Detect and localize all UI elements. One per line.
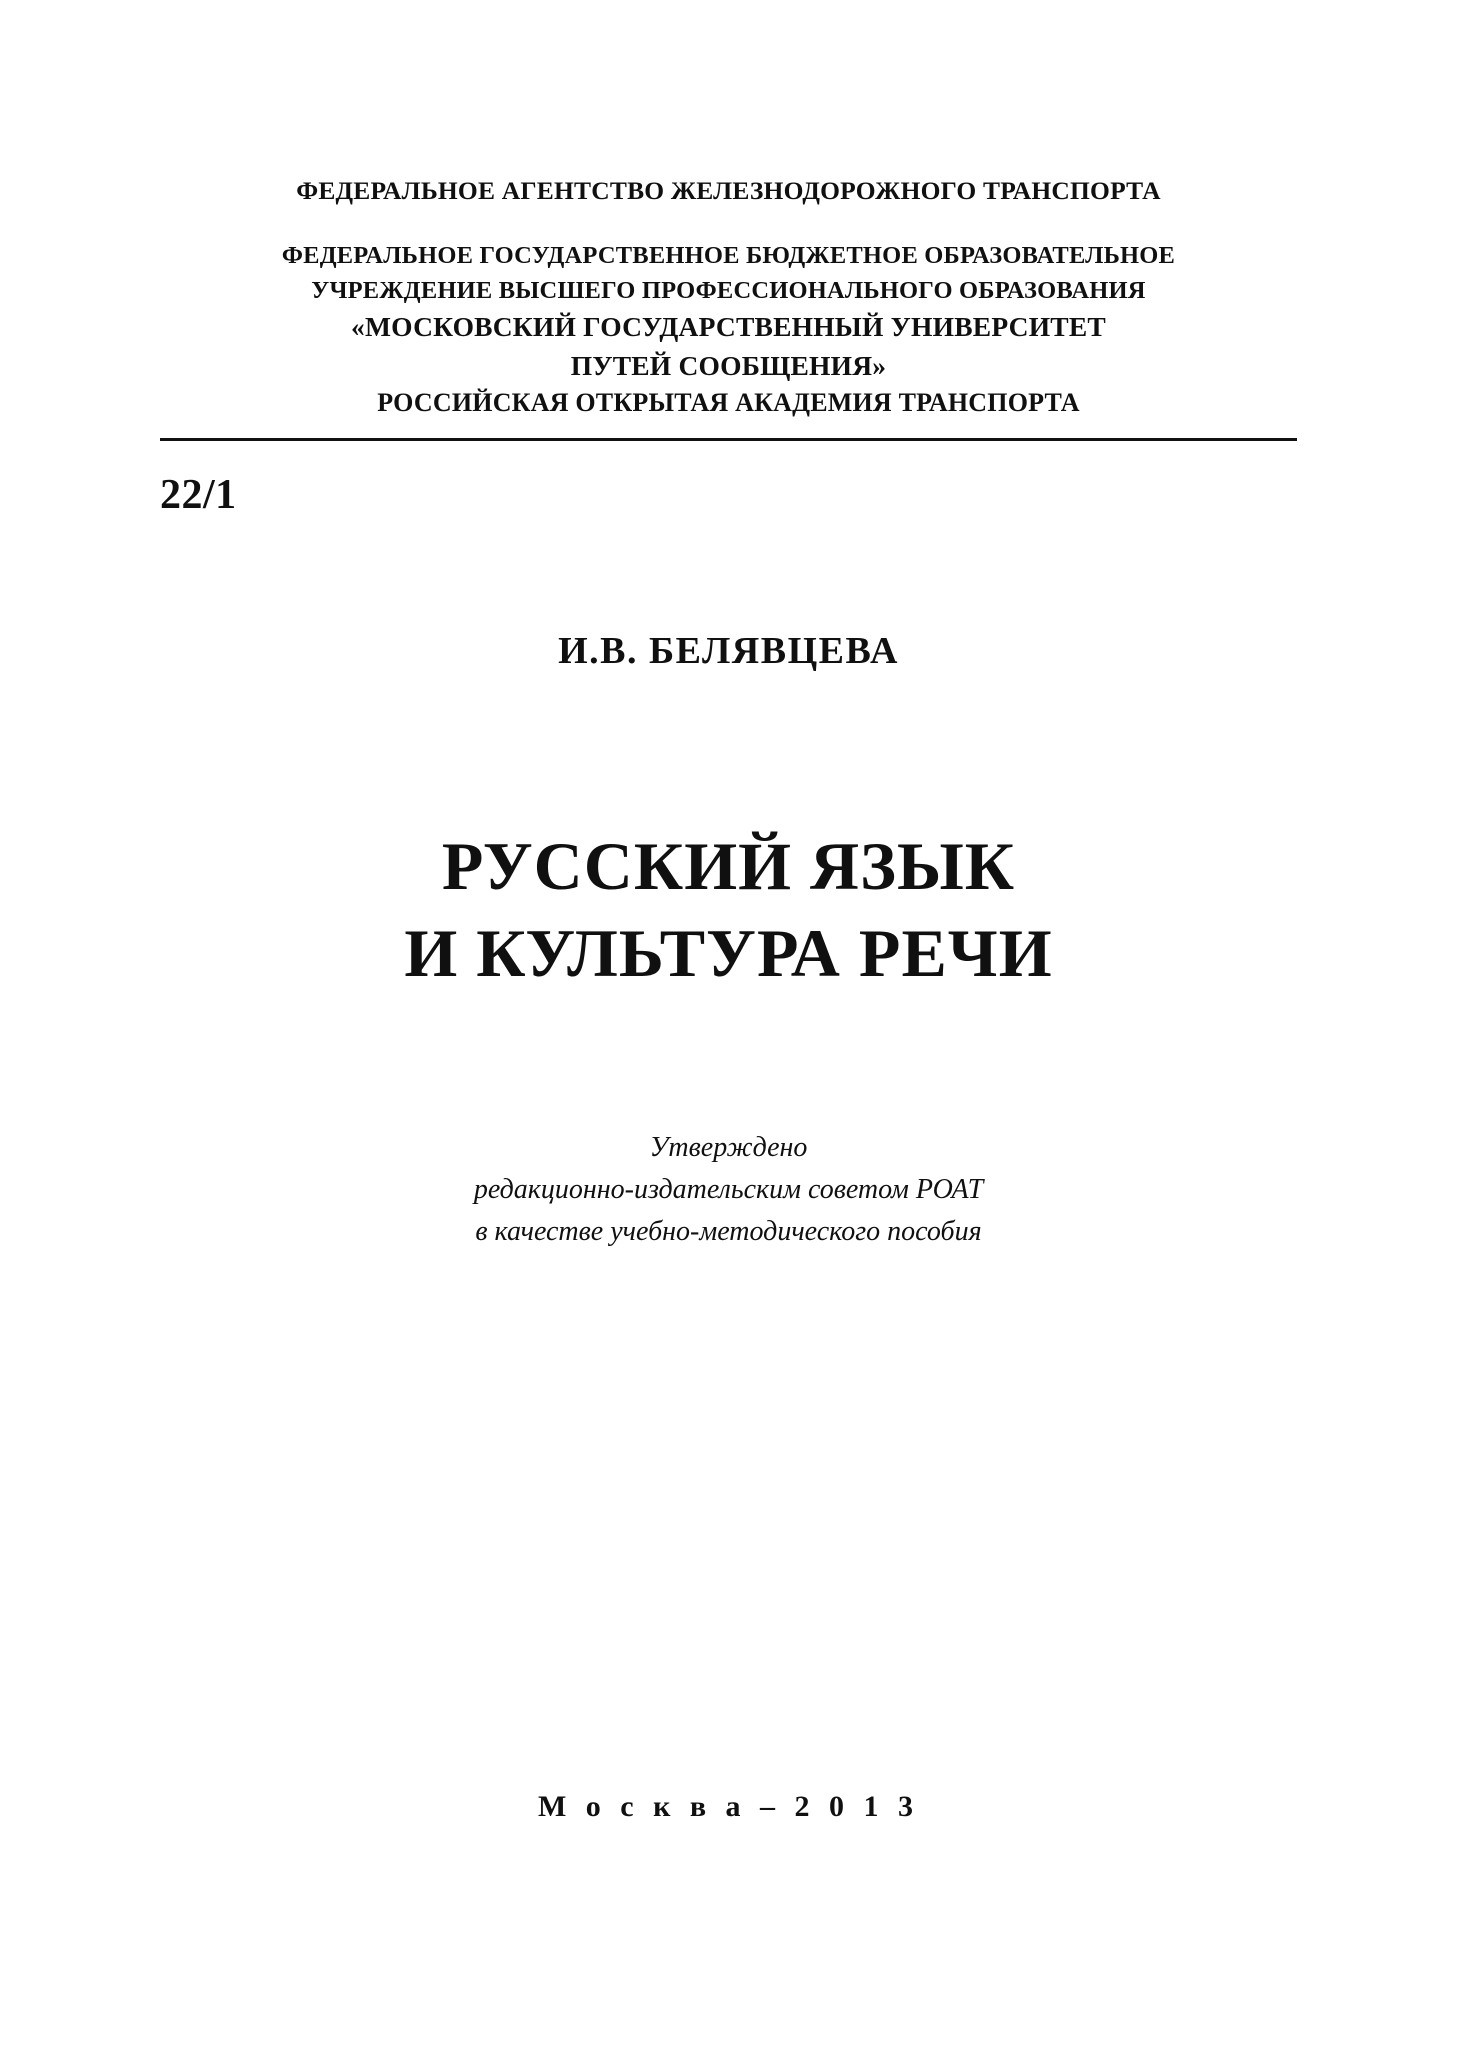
publisher-block [160,175,1297,422]
institution-line-2: УЧРЕЖДЕНИЕ ВЫСШЕГО ПРОФЕССИОНАЛЬНОГО ОБРАЗОВАНИЯ [311,276,1146,304]
academy-line: РОССИЙСКАЯ ОТКРЫТАЯ АКАДЕМИЯ ТРАНСПОРТА [377,388,1080,418]
imprint-line: М о с к в а – 2 0 1 3 [537,1790,920,1823]
approval-line-1: Утверждено [649,1131,808,1163]
title-line-1: РУССКИЙ ЯЗЫК [441,827,1016,904]
edition-code: 22/1 [160,471,237,518]
agency-line: ФЕДЕРАЛЬНОЕ АГЕНТСТВО ЖЕЛЕЗНОДОРОЖНОГО ТРАНСПОРТА [296,176,1161,205]
horizontal-divider [160,438,1297,441]
approval-line-3: в качестве учебно-методического пособия [475,1215,982,1247]
author-name: И.В. БЕЛЯВЦЕВА [558,629,899,672]
institution-line-1: ФЕДЕРАЛЬНОЕ ГОСУДАРСТВЕННОЕ БЮДЖЕТНОЕ ОБРАЗОВАТЕЛЬНОЕ [281,241,1176,269]
university-line-1: «МОСКОВСКИЙ ГОСУДАРСТВЕННЫЙ УНИВЕРСИТЕТ [351,311,1106,343]
approval-statement [160,1127,1297,1253]
title-line-2: И КУЛЬТУРА РЕЧИ [404,914,1053,991]
title-page-content [160,175,1297,1253]
university-line-2: ПУТЕЙ СООБЩЕНИЯ» [570,349,887,381]
page-title [160,823,1297,997]
approval-line-2: редакционно-издательским советом РОАТ [473,1173,984,1205]
